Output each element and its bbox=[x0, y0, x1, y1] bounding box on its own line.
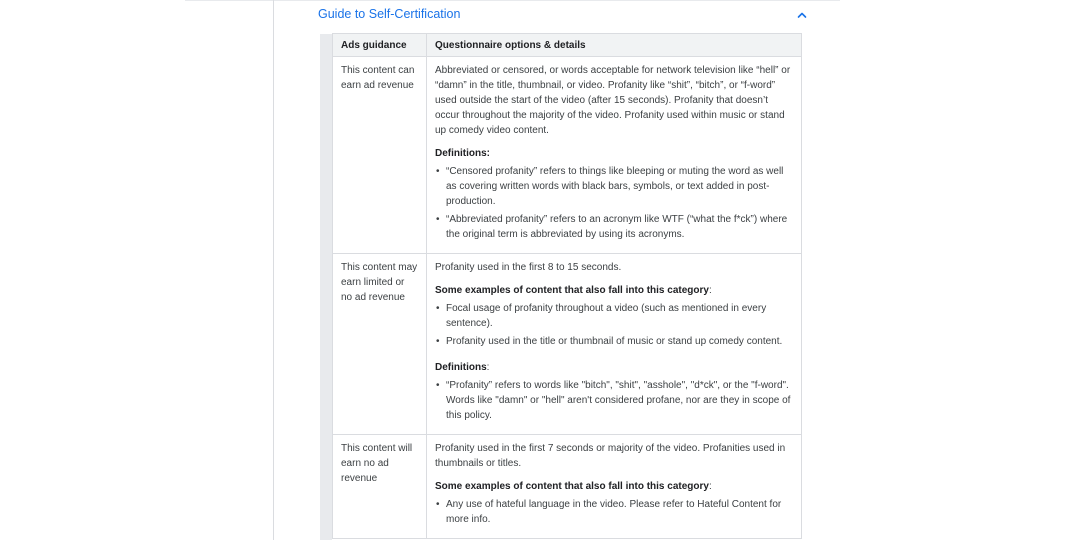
definitions-list bbox=[435, 164, 793, 242]
details-cell bbox=[427, 254, 802, 435]
definitions-heading: Definitions: bbox=[435, 362, 490, 373]
chevron-up-icon[interactable] bbox=[796, 9, 808, 21]
examples-list bbox=[435, 301, 793, 349]
details-text: Profanity used in the first 8 to 15 seconds. bbox=[435, 262, 622, 273]
examples-heading: Some examples of content that also fall into this category: bbox=[435, 481, 712, 492]
section-indent-bar bbox=[320, 34, 332, 540]
details-cell bbox=[427, 435, 802, 539]
details-text: Profanity used in the first 7 seconds or majority of the video. Profanities used in thumbnails or titles. bbox=[435, 443, 786, 469]
list-item: • “Profanity” refers to words like "bitch", "shit", "asshole", "d*ck", or the "f-word". Words like "damn" or "hell" aren't considered profane, nor are they in scope of this policy. bbox=[446, 378, 793, 423]
table-row bbox=[333, 435, 802, 539]
section-header[interactable] bbox=[274, 0, 840, 30]
list-item: • Any use of hateful language in the video. Please refer to Hateful Content for more info. bbox=[446, 497, 793, 527]
examples-heading: Some examples of content that also fall into this category: bbox=[435, 285, 712, 296]
examples-list bbox=[435, 497, 793, 527]
section-title[interactable]: Guide to Self-Certification bbox=[318, 7, 461, 21]
list-item: • Profanity used in the title or thumbnail of music or stand up comedy content. bbox=[446, 334, 793, 349]
column-header-questionnaire: Questionnaire options & details bbox=[427, 34, 802, 57]
guidance-cell: This content may earn limited or no ad revenue bbox=[333, 254, 427, 435]
list-item: • Focal usage of profanity throughout a video (such as mentioned in every sentence). bbox=[446, 301, 793, 331]
details-cell bbox=[427, 57, 802, 254]
column-header-ads-guidance: Ads guidance bbox=[333, 34, 427, 57]
guidance-cell: This content will earn no ad revenue bbox=[333, 435, 427, 539]
details-text: Abbreviated or censored, or words acceptable for network television like “hell” or “damn” in the title, thumbnail, or video. Profanity like “shit”, “bitch”, or “f-word” used outside the start of the video (after 15 seconds). Profanity that doesn’t occur throughout the majority of the video. Profanity used within music or stand up comedy video content. bbox=[435, 65, 791, 136]
table-header-row bbox=[333, 34, 802, 57]
table-row bbox=[333, 254, 802, 435]
ads-guidance-table bbox=[332, 33, 802, 539]
list-item: • “Censored profanity” refers to things like bleeping or muting the word as well as covering written words with black bars, symbols, or text added in post-production. bbox=[446, 164, 793, 209]
self-certification-section bbox=[274, 0, 840, 540]
guidance-cell: This content can earn ad revenue bbox=[333, 57, 427, 254]
definitions-list bbox=[435, 378, 793, 423]
table-row bbox=[333, 57, 802, 254]
definitions-heading: Definitions: bbox=[435, 148, 490, 159]
list-item: • “Abbreviated profanity” refers to an acronym like WTF (“what the f*ck”) where the original term is abbreviated by using its acronyms. bbox=[446, 212, 793, 242]
